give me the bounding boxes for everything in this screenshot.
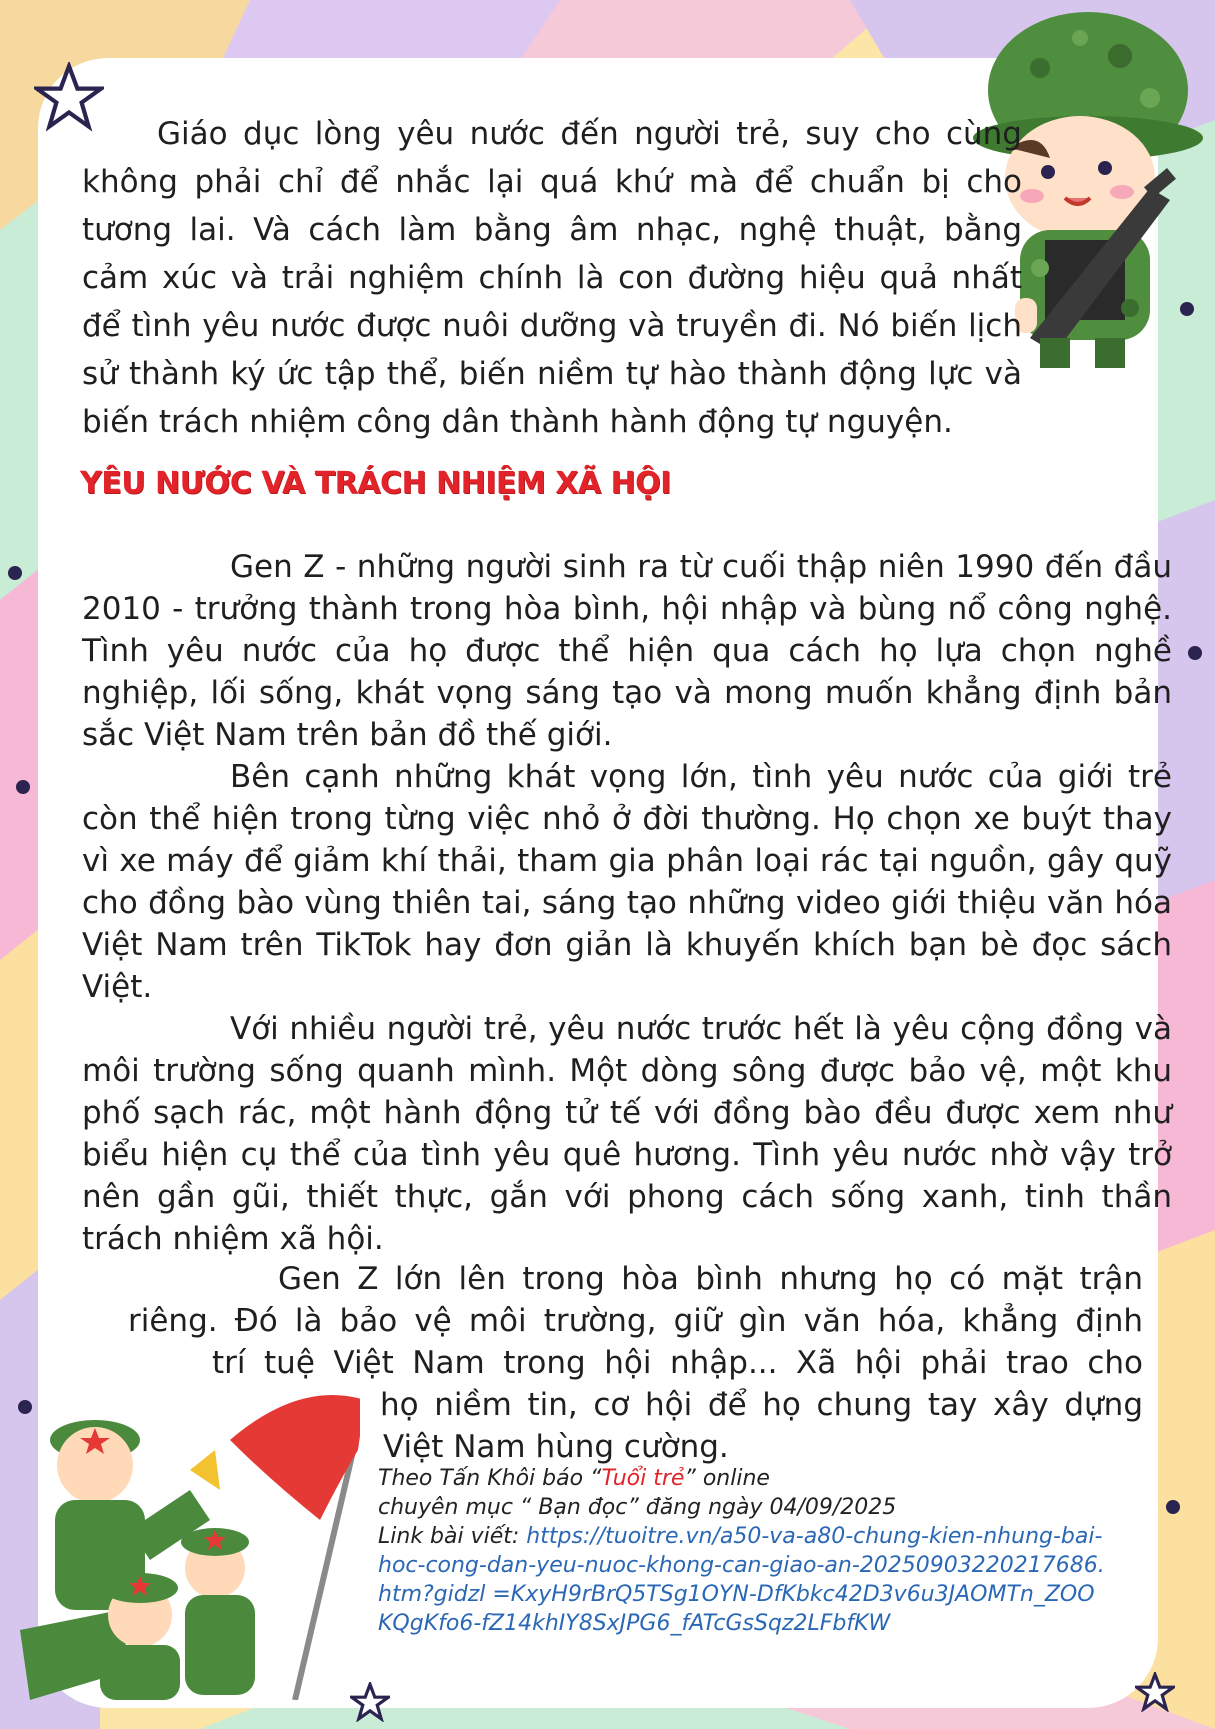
closing-line: Việt Nam hùng cường. (383, 1429, 729, 1465)
link-label: Link bài viết: (378, 1524, 527, 1549)
section-heading: YÊU NƯỚC VÀ TRÁCH NHIỆM XÃ HỘI (80, 466, 671, 501)
decor-dot (1166, 1500, 1180, 1514)
star-icon (1135, 1672, 1175, 1712)
closing-line: Gen Z lớn lên trong hòa bình nhưng họ có mặt trận (278, 1261, 1143, 1297)
source-line-1 (378, 1464, 1108, 1493)
source-citation (378, 1464, 1108, 1638)
article-link[interactable]: https://tuoitre.vn/a50-va-a80-chung-kien-nhung-bai-hoc-cong-dan-yeu-nuoc-khong-can-giao-an-20250903220217686.htm?gidzl =KxyH9rBrQ5TSg1OYN-DfKbkc42D3v6u3JAOMTn_ZOOKQgKfo6-fZ14khIY8SxJPG6_fATcGsSqz2LFbfKW (378, 1524, 1105, 1636)
source-prefix: Theo Tấn Khôi báo “ (378, 1466, 602, 1491)
paragraph: Bên cạnh những khát vọng lớn, tình yêu nước của giới trẻ còn thể hiện trong từng việc nhỏ ở đời thường. Họ chọn xe buýt thay vì xe máy để giảm khí thải, tham gia phân loại rác tại nguồn, gây quỹ cho đồng bào vùng thiên tai, sáng tạo những video giới thiệu văn hóa Việt Nam trên TikTok hay đơn giản là khuyến khích bạn bè đọc sách Việt. (82, 759, 1172, 1005)
closing-line: riêng. Đó là bảo vệ môi trường, giữ gìn văn hóa, khẳng định (128, 1303, 1143, 1339)
body-paragraphs (82, 546, 1172, 1260)
intro-text: Giáo dục lòng yêu nước đến người trẻ, suy cho cùng không phải chỉ để nhắc lại quá khứ mà để chuẩn bị cho tương lai. Và cách làm bằng âm nhạc, nghệ thuật, bằng cảm xúc và trải nghiệm chính là con đường hiệu quả nhất để tình yêu nước được nuôi dưỡng và truyền đi. Nó biến lịch sử thành ký ức tập thể, biến niềm tự hào thành động lực và biến trách nhiệm công dân thành hành động tự nguyện. (82, 116, 1022, 440)
paragraph: Gen Z - những người sinh ra từ cuối thập niên 1990 đến đầu 2010 - trưởng thành trong hòa bình, hội nhập và bùng nổ công nghệ. Tình yêu nước của họ được thể hiện qua cách họ lựa chọn nghề nghiệp, lối sống, khát vọng sáng tạo và mong muốn khẳng định bản sắc Việt Nam trên bản đồ thế giới. (82, 549, 1172, 753)
closing-line: trí tuệ Việt Nam trong hội nhập... Xã hội phải trao cho (212, 1345, 1143, 1381)
paragraph: Với nhiều người trẻ, yêu nước trước hết là yêu cộng đồng và môi trường sống quanh mình. Một dòng sông được bảo vệ, một khu phố sạch rác, một hành động tử tế với đồng bào đều được xem như biểu hiện cụ thể của tình yêu quê hương. Tình yêu nước nhờ vậy trở nên gần gũi, thiết thực, gắn với phong cách sống xanh, tinh thần trách nhiệm xã hội. (82, 1011, 1172, 1257)
closing-line: họ niềm tin, cơ hội để họ chung tay xây dựng (380, 1387, 1143, 1423)
decor-dot (1188, 646, 1202, 660)
decor-dot (8, 566, 22, 580)
source-suffix: ” online (684, 1466, 770, 1491)
source-link-line (378, 1522, 1108, 1638)
newspaper-name: Tuổi trẻ (601, 1466, 685, 1491)
source-line-2: chuyên mục “ Bạn đọc” đăng ngày 04/09/2025 (378, 1495, 897, 1520)
soldiers-group-illustration (0, 1370, 360, 1700)
decor-dot (16, 780, 30, 794)
intro-paragraph (82, 110, 1022, 446)
